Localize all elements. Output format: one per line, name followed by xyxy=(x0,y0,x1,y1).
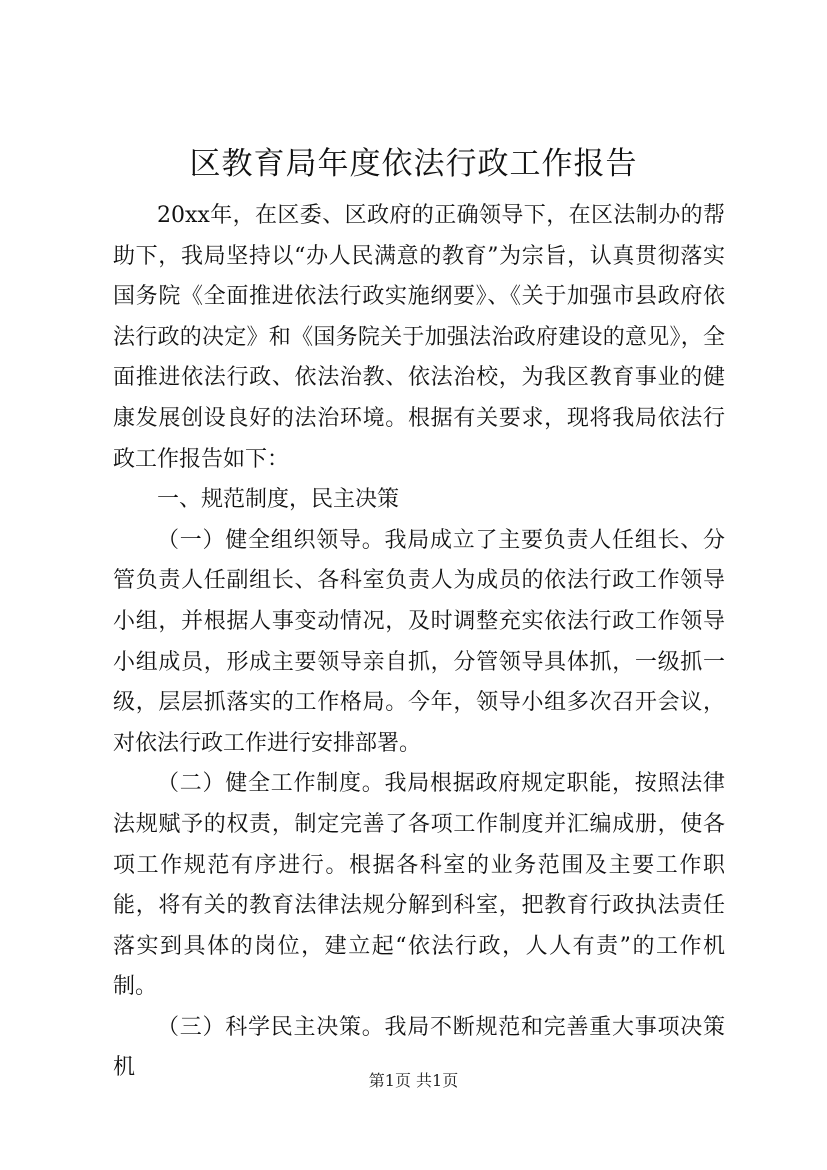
document-body xyxy=(113,196,725,1089)
paragraph-organization: （一）健全组织领导。我局成立了主要负责人任组长、分管负责人任副组长、各科室负责人为成员的依法行政工作领导小组，并根据人事变动情况，及时调整充实依法行政工作领导小组成员，形成主要领导亲自抓，分管领导具体抓，一级抓一级，层层抓落实的工作格局。今年，领导小组多次召开会议，对依法行政工作进行安排部署。 xyxy=(113,527,725,756)
page-number-footer: 第1页 共1页 xyxy=(368,1071,459,1090)
paragraph-decision: （三）科学民主决策。我局不断规范和完善重大事项决策机 xyxy=(113,1014,725,1081)
section-heading-1: 一、规范制度，民主决策 xyxy=(157,487,400,513)
paragraph-work-system: （二）健全工作制度。我局根据政府规定职能，按照法律法规赋予的权责，制定完善了各项工作制度并汇编成册，使各项工作规范有序进行。根据各科室的业务范围及主要工作职能，将有关的教育法律法规分解到科室，把教育行政执法责任落实到具体的岗位，建立起“依法行政，人人有责”的工作机制。 xyxy=(113,771,725,1000)
document-title: 区教育局年度依法行政工作报告 xyxy=(189,146,638,182)
paragraph-intro: 20xx年，在区委、区政府的正确领导下，在区法制办的帮助下，我局坚持以“办人民满意的教育”为宗旨，认真贯彻落实国务院《全面推进依法行政实施纲要》、《关于加强市县政府依法行政的决定》和《国务院关于加强法治政府建设的意见》，全面推进依法行政、依法治教、依法治校，为我区教育事业的健康发展创设良好的法治环境。根据有关要求，现将我局依法行政工作报告如下： xyxy=(113,203,725,472)
